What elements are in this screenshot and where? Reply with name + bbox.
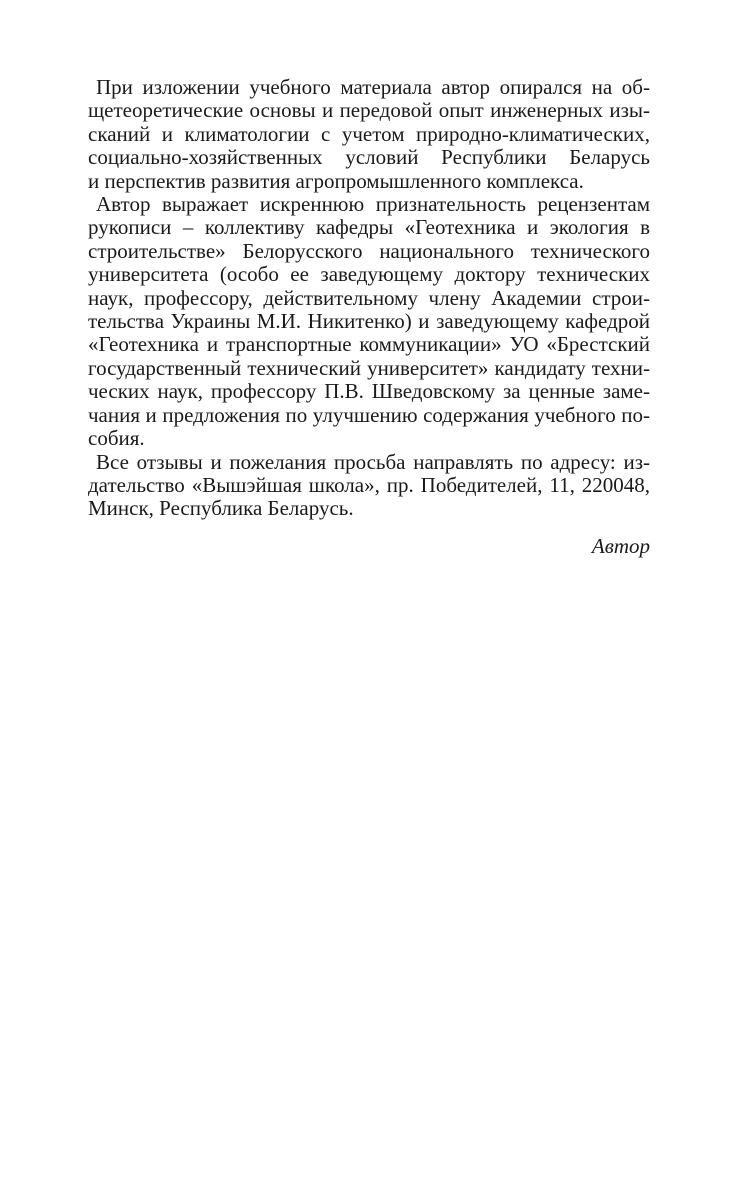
text-line: Автор выражает искреннюю признательность рецензентам: [96, 192, 650, 217]
text-line: «Геотехника и транспортные коммуникации» УО «Брестский: [88, 332, 650, 357]
text-line: государственный технический университет» кандидату техни-: [88, 355, 650, 380]
document-page: [88, 76, 650, 558]
text-line: щетеоретические основы и передовой опыт инженерных изы-: [88, 98, 650, 123]
text-line: сканий и климатологии с учетом природно-климатических,: [88, 121, 650, 146]
paragraph-contact: [88, 451, 650, 521]
paragraph-acknowledgements: [88, 193, 650, 450]
author-signature: Автор: [591, 533, 650, 558]
text-line: строительстве» Белорусского национального технического: [88, 238, 650, 263]
text-line: университета (особо ее заведующему доктору технических: [88, 262, 650, 287]
text-line: чания и предложения по улучшению содержания учебного по-: [88, 402, 650, 427]
text-line: тельства Украины М.И. Никитенко) и заведующему кафедрой: [88, 309, 650, 334]
text-line: При изложении учебного материала автор опирался на об-: [96, 75, 650, 99]
text-line: и перспектив развития агропромышленного комплекса.: [88, 168, 584, 193]
text-line: рукописи – коллективу кафедры «Геотехника и экология в: [88, 215, 650, 240]
text-line: ческих наук, профессору П.В. Шведовскому за ценные заме-: [88, 379, 650, 404]
text-line: собия.: [88, 426, 145, 451]
text-line: Все отзывы и пожелания просьба направлять по адресу: из-: [96, 449, 650, 474]
text-line: наук, профессору, действительному члену Академии строи-: [88, 285, 650, 310]
paragraph-methodology: [88, 76, 650, 193]
text-line: Минск, Республика Беларусь.: [88, 496, 354, 521]
text-line: дательство «Вышэйшая школа», пр. Победителей, 11, 220048,: [88, 472, 650, 497]
text-line: социально-хозяйственных условий Республики Беларусь: [88, 145, 650, 170]
